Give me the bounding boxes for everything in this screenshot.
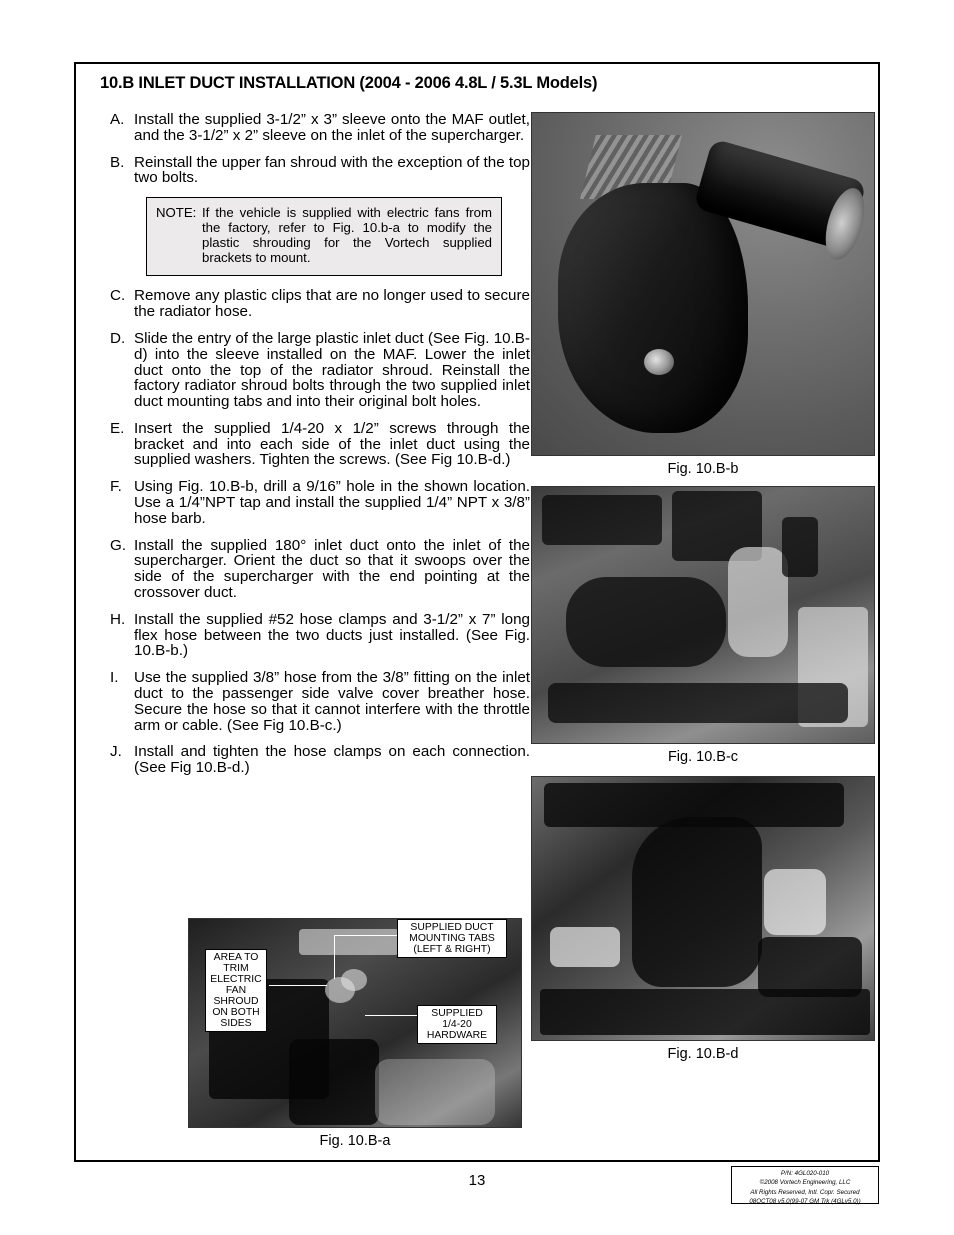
- figure-10b-d: [531, 776, 875, 1062]
- step-text: Slide the entry of the large plastic inlet duct (See Fig. 10.B-d) into the sleeve installed on the MAF. Lower the inlet duct onto the top of the radiator shroud. Reinstall the factory radiator shroud bolts through the two supplied inlet duct mounting tabs and into their original bolt holes.: [134, 329, 530, 411]
- note-text: If the vehicle is supplied with electric fans from the factory, refer to Fig. 10.b-a to modify the plastic shrouding for the Vortech supplied brackets to mount.: [202, 205, 492, 265]
- list-item: [110, 421, 530, 468]
- callout-supplied-duct-mounting-tabs: SUPPLIED DUCT MOUNTING TABS (LEFT & RIGHT): [397, 919, 507, 958]
- note-box: [146, 197, 502, 276]
- step-text: Install and tighten the hose clamps on each connection. (See Fig 10.B-d.): [134, 743, 530, 777]
- page-number: 13: [468, 1172, 486, 1189]
- engine-part: [542, 495, 662, 545]
- list-item: [110, 612, 530, 659]
- step-text: Insert the supplied 1/4-20 x 1/2” screws through the bracket and into each side of the inlet duct using the supplied washers. Tighten the screws. (See Fig 10.B-d.): [134, 419, 530, 469]
- list-item: [110, 670, 530, 733]
- figure-10b-c-photo: [531, 486, 875, 744]
- lower-shadow: [548, 683, 848, 723]
- battery: [758, 937, 862, 997]
- legal-copyright: ©2008 Vortech Engineering, LLC: [759, 1179, 851, 1187]
- engine-highlight: [550, 927, 620, 967]
- legal-revision: 08OCT08 v5.0(99-07 GM Trk (4GLv5.0)): [749, 1197, 861, 1205]
- callout-leader: [269, 985, 327, 986]
- list-item: [110, 155, 530, 187]
- inlet-duct-body: [558, 183, 748, 433]
- step-text: Install the supplied 180° inlet duct onto the inlet of the supercharger. Orient the duct so that it swoops over the side of the supercharger with the end pointing at the crossover duct.: [134, 536, 530, 602]
- step-letter: J.: [110, 743, 122, 761]
- figure-10b-d-caption: Fig. 10.B-d: [667, 1046, 739, 1062]
- inlet-duct: [632, 817, 762, 987]
- list-item: [110, 744, 530, 776]
- legal-rights: All Rights Reserved, Intl. Copr. Secured: [750, 1188, 860, 1196]
- figure-10b-b-caption: Fig. 10.B-b: [667, 461, 739, 477]
- bracket: [289, 1039, 379, 1125]
- figure-10b-a-caption: Fig. 10.B-a: [319, 1133, 391, 1149]
- coolant-reservoir: [764, 869, 826, 935]
- step-letter: G.: [110, 536, 127, 554]
- step-letter: D.: [110, 329, 126, 347]
- step-text: Install the supplied 3-1/2” x 3” sleeve onto the MAF outlet, and the 3-1/2” x 2” sleeve on the inlet of the supercharger.: [134, 111, 530, 144]
- step-letter: I.: [110, 669, 119, 687]
- legal-part-number: P/N: 4GL020-010: [780, 1170, 830, 1177]
- step-text: Using Fig. 10.B-b, drill a 9/16” hole in the shown location. Use a 1/4”NPT tap and install the supplied 1/4” NPT x 3/8” hose barb.: [134, 478, 530, 527]
- list-item: [110, 288, 530, 320]
- callout-leader: [334, 935, 335, 979]
- step-text: Use the supplied 3/8” hose from the 3/8” fitting on the inlet duct to the passenger side valve cover breather hose. Secure the hose so that it cannot interfere with the throttle arm or cable. (See Fig 10.B-c.): [134, 669, 530, 734]
- figure-10b-c-caption: Fig. 10.B-c: [667, 749, 739, 765]
- list-item: [110, 538, 530, 601]
- figure-10b-a-photo: [188, 918, 522, 1128]
- label-sticker: [299, 929, 399, 955]
- lower-shadow: [540, 989, 870, 1035]
- note-label: NOTE:: [156, 205, 197, 221]
- inlet-duct: [566, 577, 726, 667]
- callout-leader: [334, 935, 400, 936]
- figure-10b-b: [531, 112, 875, 477]
- step-letter: H.: [110, 610, 126, 628]
- figure-10b-c: [531, 486, 875, 765]
- coil-pack: [782, 517, 818, 577]
- step-text: Reinstall the upper fan shroud with the exception of the top two bolts.: [134, 153, 530, 187]
- radiator-hose: [375, 1059, 495, 1125]
- engine-highlight: [728, 547, 788, 657]
- list-item: [110, 331, 530, 410]
- mounting-tab-right: [341, 969, 367, 991]
- callout-supplied-hardware: SUPPLIED 1/4-20 HARDWARE: [417, 1005, 497, 1044]
- step-letter: A.: [110, 111, 125, 128]
- page-title: 10.B INLET DUCT INSTALLATION (2004 - 2006 4.8L / 5.3L Models): [100, 74, 598, 92]
- step-letter: C.: [110, 287, 126, 305]
- list-item: [110, 479, 530, 526]
- step-text: Remove any plastic clips that are no longer used to secure the radiator hose.: [134, 287, 530, 321]
- instruction-list: [110, 112, 530, 787]
- step-text: Install the supplied #52 hose clamps and 3-1/2” x 7” long flex hose between the two ducts just installed. (See Fig. 10.B-b.): [134, 610, 530, 660]
- hose-barb-location: [644, 349, 674, 375]
- legal-notice: [731, 1166, 879, 1204]
- step-letter: E.: [110, 419, 125, 437]
- step-letter: F.: [110, 478, 122, 496]
- callout-area-to-trim: AREA TO TRIM ELECTRIC FAN SHROUD ON BOTH SIDES: [205, 949, 267, 1032]
- figure-10b-a: [188, 918, 522, 1149]
- figure-10b-b-photo: [531, 112, 875, 456]
- step-letter: B.: [110, 153, 125, 171]
- figure-10b-d-photo: [531, 776, 875, 1041]
- list-item: [110, 112, 530, 144]
- callout-leader: [365, 1015, 419, 1016]
